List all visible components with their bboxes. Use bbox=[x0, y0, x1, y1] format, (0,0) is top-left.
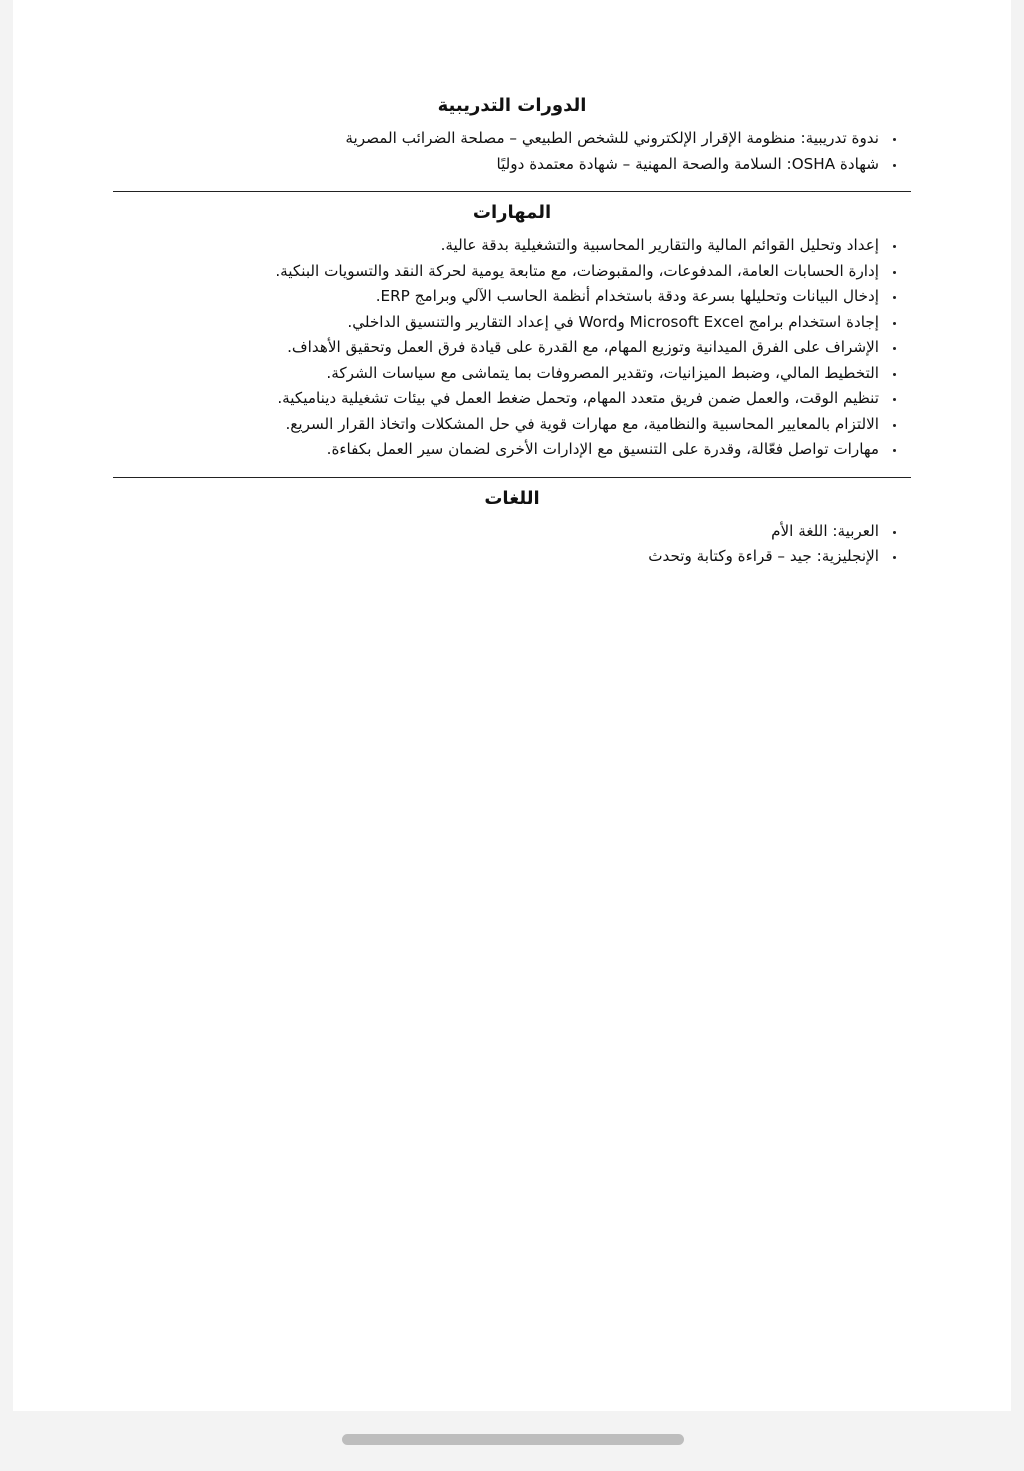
home-indicator-bar[interactable] bbox=[342, 1434, 684, 1445]
skill-item: إدخال البيانات وتحليلها بسرعة ودقة باستخدام أنظمة الحاسب الآلي وبرامج ERP. bbox=[113, 284, 879, 310]
skill-item: إدارة الحسابات العامة، المدفوعات، والمقبوضات، مع متابعة يومية لحركة النقد والتسويات البنكية. bbox=[113, 259, 879, 285]
skill-item: تنظيم الوقت، والعمل ضمن فريق متعدد المهام، وتحمل ضغط العمل في بيئات تشغيلية ديناميكية. bbox=[113, 386, 879, 412]
languages-section bbox=[113, 485, 911, 570]
skill-item: التخطيط المالي، وضبط الميزانيات، وتقدير المصروفات بما يتماشى مع سياسات الشركة. bbox=[113, 361, 879, 387]
skills-section bbox=[113, 199, 911, 463]
training-item: ندوة تدريبية: منظومة الإقرار الإلكتروني للشخص الطبيعي – مصلحة الضرائب المصرية bbox=[113, 126, 879, 152]
languages-title: اللغات bbox=[484, 487, 540, 509]
document-page bbox=[13, 0, 1011, 1411]
skill-item: الالتزام بالمعايير المحاسبية والنظامية، مع مهارات قوية في حل المشكلات واتخاذ القرار السريع. bbox=[113, 412, 879, 438]
training-list bbox=[113, 126, 911, 177]
skill-item: إجادة استخدام برامج Microsoft Excel وWord في إعداد التقارير والتنسيق الداخلي. bbox=[113, 310, 879, 336]
skills-list bbox=[113, 233, 911, 463]
language-item: العربية: اللغة الأم bbox=[113, 519, 879, 545]
skills-title: المهارات bbox=[472, 202, 552, 223]
training-item: شهادة OSHA: السلامة والصحة المهنية – شهادة معتمدة دوليًا bbox=[113, 152, 879, 178]
section-divider bbox=[113, 477, 911, 478]
skill-item: إعداد وتحليل القوائم المالية والتقارير المحاسبية والتشغيلية بدقة عالية. bbox=[113, 233, 879, 259]
skill-item: مهارات تواصل فعّالة، وقدرة على التنسيق مع الإدارات الأخرى لضمان سير العمل بكفاءة. bbox=[113, 437, 879, 463]
section-divider bbox=[113, 191, 911, 192]
skill-item: الإشراف على الفرق الميدانية وتوزيع المهام، مع القدرة على قيادة فرق العمل وتحقيق الأهداف. bbox=[113, 335, 879, 361]
resume-content bbox=[113, 92, 911, 570]
languages-list bbox=[113, 519, 911, 570]
training-title: الدورات التدريبية bbox=[437, 95, 587, 116]
language-item: الإنجليزية: جيد – قراءة وكتابة وتحدث bbox=[113, 544, 879, 570]
training-section bbox=[113, 92, 911, 177]
